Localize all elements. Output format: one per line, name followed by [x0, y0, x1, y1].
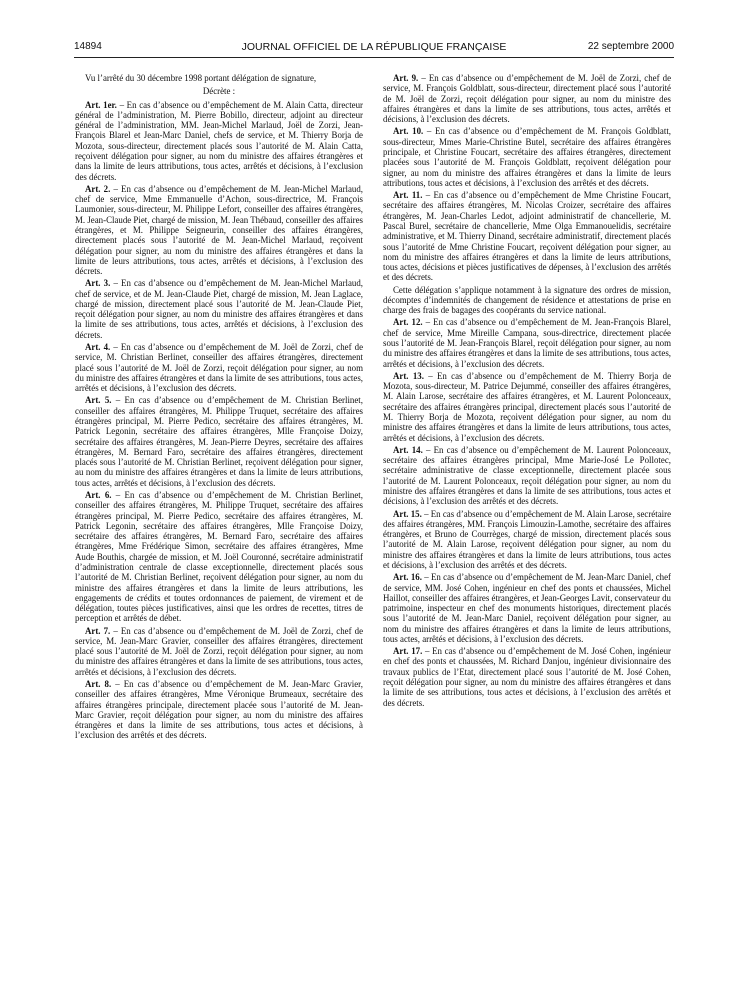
article-label: Art. 15. — [393, 508, 422, 519]
article-label: Art. 16. — [393, 572, 422, 583]
article-label: Art. 4. — [85, 342, 111, 353]
article-paragraph — [75, 679, 363, 741]
article-text: – En cas d’absence ou d’empêchement de M. Laurent Polonceaux, secrétaire des affaires étrangères principal, Mme Marie-José Le Pollotec, secrétaire administrative de classe exceptionnelle, directement placée sous l’autorité de M. Laurent Polonceaux, reçoit délégation pour signer, au nom du ministre des affaires étrangères et dans la limite de ses attributions, tous actes et décisions, à l’exclusion des arrêtés et des décrets. — [383, 444, 671, 507]
article-text: – En cas d’absence ou d’empêchement de M. Thierry Borja de Mozota, sous-directeur, M. Patrice Dejummé, conseiller des affaires étrangères, M. Alain Larose, secrétaire des affaires étrangères, et M. Laurent Polonceaux, secrétaire des affaires étrangères principal, directement placés sous l’autorité de M. Thierry Borja de Mozota, reçoivent délégation pour signer, au nom du ministre des affaires étrangères et dans la limite de leurs attributions, tous actes, arrêtés et décisions, à l’exclusion des décrets. — [383, 370, 672, 443]
article-text: – En cas d’absence ou d’empêchement de M. Jean-Michel Marlaud, chef de service, et de M. Jean-Claude Piet, chargé de mission, M. Jean Laglace, chargé de mission, directement placé sous l’autorité de M. Jean-Claude Piet, reçoit délégation pour signer, au nom du ministre des affaires étrangères et dans la limite de ses attributions, tous actes, arrêtés et décisions, à l’exclusion des décrets. — [75, 278, 363, 340]
article-text: – En cas d’absence ou d’empêchement de M. Jean-Marc Daniel, chef de service, MM. José Cohen, ingénieur en chef des ponts et chaussées, Michel Haillot, conseiller des affaires étrangères, et Jean-Georges Lavit, conservateur du patrimoine, inspecteur en chef des monuments historiques, directement placés sous l’autorité de M. Jean-Marc Daniel, reçoivent délégation pour signer, au nom du ministre des affaires étrangères et dans la limite de leurs attributions, tous actes, arrêtés et décisions, à l’exclusion des décrets. — [383, 572, 671, 644]
preamble: Vu l’arrêté du 30 décembre 1998 portant délégation de signature, — [85, 73, 317, 83]
article-text: – En cas d’absence ou d’empêchement de M. Jean-Marc Gravier, conseiller des affaires étrangères, Mme Véronique Brumeaux, secrétaire des affaires étrangères principale, directement placée sous l’autorité de M. Jean-Marc Gravier, reçoit délégation pour signer, au nom du ministre des affaires étrangères et dans la limite de ses attributions, tous actes et décisions, à l’exclusion des arrêtés et des décrets. — [75, 679, 363, 741]
article-paragraph — [383, 126, 671, 188]
article-text: – En cas d’absence ou d’empêchement de M. Jean-Michel Marlaud, chef de service, Mme Emmanuelle d’Achon, sous-directrice, M. François Laumonier, sous-directeur, M. Philippe Lefort, conseiller des affaires étrangères, M. Jean-Claude Piet, chargé de mission, M. Jean Thébaud, conseiller des affaires étrangères, et M. Philippe Seigneurin, conseiller des affaires étrangères, directement placés sous l’autorité de M. Jean-Michel Marlaud, reçoivent délégation pour signer, au nom du ministre des affaires étrangères et dans la limite de leurs attributions, tous actes, arrêtés et décisions, à l’exclusion des décrets. — [75, 183, 363, 277]
article-text: – En cas d’absence ou d’empêchement de M. Christian Berlinet, conseiller des affaires étrangères, M. Philippe Truquet, secrétaire des affaires étrangères principal, M. Pierre Pedico, secrétaire des affaires étrangères, M. Patrick Legonin, secrétaire des affaires étrangères, Mlle Françoise Doizy, secrétaire des affaires étrangères, M. Bernard Faro, secrétaire des affaires étrangères, Mme Frédérique Simon, secrétaire des affaires étrangères, Mme Aude Bouthis, chargée de mission, et M. Joël Couronné, secrétaire administratif d’administration centrale de classe exceptionnelle, directement placés sous l’autorité de M. Christian Berlinet, reçoivent délégation pour signer, au nom du ministre des affaires étrangères et dans la limite de leurs attributions, les engagements de crédits et toutes ordonnances de paiement, de virement et de délégation, toutes pièces justificatives, ainsi que les ordres de recettes, titres de perception et arrêtés de débet. — [75, 489, 363, 624]
article-text: – En cas d’absence ou d’empêchement de M. Jean-François Blarel, chef de service, Mme Mireille Campana, sous-directrice, directement placée sous l’autorité de M. Jean-François Blarel, reçoit délégation pour signer, au nom du ministre des affaires étrangères et dans la limite de ses attributions, tous actes, arrêtés et décisions, à l’exclusion des décrets. — [383, 317, 672, 369]
article-text: – En cas d’absence ou d’empêchement de M. Alain Catta, directeur général de l’administration, M. Pierre Bobillo, directeur, adjoint au directeur général de l’administration, MM. Jean-Michel Marlaud, Joël de Zorzi, Jean-François Blarel et Jean-Marc Daniel, chefs de service, et M. Thierry Borja de Mozota, sous-directeur, directement placés sous l’autorité de M. Alain Catta, reçoivent délégation pour signer, au nom du ministre des affaires étrangères et dans la limite de leurs attributions, tous actes, arrêtés et décisions, à l’exclusion des décrets. — [75, 99, 364, 182]
journal-title: JOURNAL OFFICIEL DE LA RÉPUBLIQUE FRANÇAISE — [241, 41, 507, 53]
article-label: Art. 17. — [393, 646, 423, 657]
left-articles — [75, 100, 363, 741]
article-label: Art. 2. — [85, 183, 111, 194]
article-text: – En cas d’absence ou d’empêchement de M. Christian Berlinet, conseiller des affaires étrangères, M. Philippe Truquet, secrétaire des affaires étrangères principal, M. Pierre Pedico, secrétaire des affaires étrangères, M. Patrick Legonin, secrétaire des affaires étrangères, Mlle Françoise Doizy, secrétaire des affaires étrangères, M. Jean-Pierre Deyres, secrétaire des affaires étrangères, M. Bernard Faro, secrétaire des affaires étrangères, directement placés sous l’autorité de M. Christian Berlinet, reçoivent délégation pour signer, au nom du ministre des affaires étrangères et dans la limite de leurs attributions, tous actes, arrêtés et décisions, à l’exclusion des décrets. — [75, 395, 363, 488]
article-text: – En cas d’absence ou d’empêchement de M. Joël de Zorzi, chef de service, M. Jean-Marc Gravier, conseiller des affaires étrangères, directement placé sous l’autorité de M. Joël de Zorzi, reçoit délégation pour signer, au nom du ministre des affaires étrangères et dans la limite de ses attributions, tous actes, arrêtés et décisions, à l’exclusion des décrets. — [75, 625, 364, 677]
page-header — [74, 41, 674, 55]
article-paragraph — [383, 317, 671, 368]
article-paragraph — [383, 371, 671, 443]
article-label: Art. 3. — [85, 278, 111, 289]
header-rule — [74, 57, 674, 58]
page-number: 14894 — [74, 41, 102, 52]
article-text: – En cas d’absence ou d’empêchement de M. Joël de Zorzi, chef de service, M. François Goldblatt, sous-directeur, directement placé sous l’autorité de M. Joël de Zorzi, reçoit délégation pour signer, au nom du ministre des affaires étrangères et dans la limite de ses attributions, tous actes, arrêtés et décisions, à l’exclusion des décrets. — [383, 73, 672, 125]
article-label: Art. 6. — [85, 489, 112, 500]
article-label: Art. 11. — [393, 190, 423, 201]
article-paragraph — [383, 572, 671, 644]
article-paragraph — [75, 184, 363, 277]
left-column — [75, 73, 363, 743]
article-label: Art. 14. — [393, 444, 423, 455]
publication-date: 22 septembre 2000 — [587, 41, 674, 52]
article-paragraph — [75, 278, 363, 340]
article-label: Art. 10. — [393, 126, 424, 137]
article-label: Art. 5. — [85, 395, 112, 406]
article-label: Art. 7. — [85, 625, 111, 636]
article-paragraph — [75, 100, 363, 182]
article-label: Art. 1er. — [85, 99, 117, 110]
article-paragraph — [75, 490, 363, 624]
article-label: Art. 12. — [393, 317, 423, 328]
article-text: – En cas d’absence ou d’empêchement de M. Joël de Zorzi, chef de service, M. Christian Berlinet, conseiller des affaires étrangères, directement placé sous l’autorité de M. Joël de Zorzi, reçoit délégation pour signer, au nom du ministre des affaires étrangères et dans la limite de ses attributions, tous actes, arrêtés et décisions, à l’exclusion des décrets. — [75, 342, 364, 394]
right-articles — [383, 73, 671, 708]
article-label: Art. 13. — [393, 370, 424, 381]
article-paragraph — [383, 509, 671, 571]
article-text: Cette délégation s’applique notamment à la signature des ordres de mission, décomptes d’indemnités de changement de résidence et attestations de prise en charge des frais de bagages des coopérants du service national. — [383, 284, 671, 316]
article-label: Art. 9. — [393, 73, 419, 83]
article-text: – En cas d’absence ou d’empêchement de Mme Christine Foucart, secrétaire des affaires étrangères, M. Nicolas Croizer, secrétaire des affaires étrangères, M. Jean-Charles Ledot, adjoint administratif de chancellerie, M. Pascal Burel, secrétaire de chancellerie, Mme Olga Emmanouelidis, secrétaire administrative, et M. Thierry Dinand, secrétaire administratif, directement placés sous l’autorité de Mme Christine Foucart, reçoivent délégation pour signer, au nom du ministre des affaires étrangères et dans la limite de leurs attributions, tous actes, décisions et pièces justificatives de dépenses, à l’exclusion des arrêtés et des décrets. — [383, 190, 671, 283]
article-paragraph — [383, 445, 671, 507]
decree-heading: Décrète : — [202, 86, 236, 97]
article-paragraph — [75, 342, 363, 393]
article-paragraph — [383, 285, 671, 316]
article-paragraph — [383, 190, 671, 283]
article-text: – En cas d’absence ou d’empêchement de M. Alain Larose, secrétaire des affaires étrangères, MM. François Limouzin-Lamothe, secrétaire des affaires étrangères, et Bruno de Courrèges, chargé de mission, directement placés sous l’autorité de M. Alain Larose, reçoivent délégation pour signer, au nom du ministre des affaires étrangères et dans la limite de leurs attributions, tous actes et décisions, à l’exclusion des arrêtés et des décrets. — [383, 508, 672, 570]
article-text: – En cas d’absence ou d’empêchement de M. François Goldblatt, sous-directeur, Mmes Marie-Christine Butel, secrétaire des affaires étrangères principale, et Christine Foucart, secrétaire des affaires étrangères, directement placées sous l’autorité de M. François Goldblatt, reçoivent délégation pour signer, au nom du ministre des affaires étrangères et dans la limite de leurs attributions, tous actes et décisions, à l’exclusion des arrêtés et des décrets. — [383, 126, 672, 188]
article-paragraph — [383, 646, 671, 708]
article-label: Art. 8. — [85, 679, 112, 690]
article-text: – En cas d’absence ou d’empêchement de M. José Cohen, ingénieur en chef des ponts et chaussées, M. Richard Danjou, ingénieur divisionnaire des travaux publics de l’Etat, directement placé sous l’autorité de M. José Cohen, reçoit délégation pour signer, au nom du ministre des affaires étrangères et dans la limite de ses attributions, tous actes et décisions, à l’exclusion des arrêtés et des décrets. — [383, 646, 671, 708]
article-paragraph — [75, 626, 363, 677]
article-paragraph — [383, 73, 671, 124]
article-paragraph — [75, 395, 363, 488]
right-column — [383, 73, 671, 710]
